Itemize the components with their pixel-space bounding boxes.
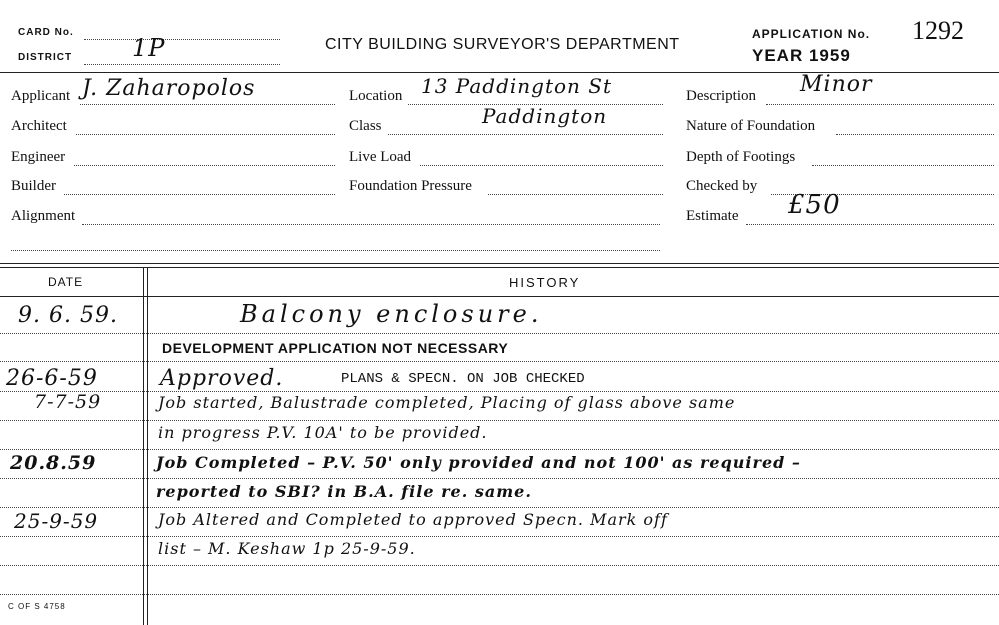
location-value-2: Paddington — [482, 104, 608, 128]
history-ruling — [0, 565, 999, 566]
history-ruling — [0, 449, 999, 450]
checked-by-label: Checked by — [686, 178, 758, 194]
year-label: YEAR 1959 — [752, 46, 851, 65]
history-entry: in progress P.V. 10A' to be provided. — [158, 423, 488, 442]
extra-line — [11, 250, 660, 251]
history-date: 7-7-59 — [34, 391, 102, 413]
history-header: HISTORY — [509, 275, 581, 290]
depth-of-footings-line — [812, 165, 994, 166]
history-ruling — [0, 594, 999, 595]
history-entry: Job started, Balustrade completed, Placing of glass above same — [158, 393, 736, 412]
history-entry: Job Completed – P.V. 50' only provided and not 100' as required – — [156, 453, 801, 472]
live-load-label: Live Load — [349, 149, 412, 165]
history-date: 25-9-59 — [14, 509, 99, 533]
history-divider — [143, 267, 144, 625]
district-value: 1P — [132, 34, 166, 62]
history-ruling — [0, 333, 999, 334]
class-label: Class — [349, 118, 382, 134]
alignment-line — [82, 224, 660, 225]
history-date: 9. 6. 59. — [18, 303, 118, 328]
history-entry: Balcony enclosure. — [240, 300, 543, 328]
applicant-label: Applicant — [11, 88, 71, 104]
card-no-line — [84, 39, 280, 40]
department-title: CITY BUILDING SURVEYOR'S DEPARTMENT — [325, 36, 680, 53]
description-label: Description — [686, 88, 756, 104]
builder-label: Builder — [11, 178, 56, 194]
foundation-pressure-line — [488, 194, 663, 195]
history-divider-2 — [147, 267, 148, 625]
nature-of-foundation-line — [836, 134, 994, 135]
class-line — [388, 134, 663, 135]
location-label: Location — [349, 88, 403, 104]
location-value: 13 Paddington St — [421, 74, 613, 98]
history-ruling — [0, 420, 999, 421]
applicant-line — [80, 104, 335, 105]
architect-line — [76, 134, 335, 135]
estimate-value: £50 — [788, 190, 841, 220]
history-ruling — [0, 536, 999, 537]
card-no-label: CARD No. — [18, 27, 74, 38]
builder-line — [64, 194, 335, 195]
history-entry: reported to SBI? in B.A. file re. same. — [156, 482, 532, 501]
foundation-pressure-label: Foundation Pressure — [349, 178, 472, 194]
history-header-rule — [0, 296, 999, 297]
history-entry: Approved. — [160, 366, 284, 391]
history-top-rule — [0, 263, 999, 264]
estimate-label: Estimate — [686, 208, 739, 224]
description-line — [766, 104, 994, 105]
architect-label: Architect — [11, 118, 67, 134]
district-line — [84, 64, 280, 65]
application-no-value: 1292 — [912, 16, 964, 45]
history-ruling — [0, 391, 999, 392]
district-label: DISTRICT — [18, 52, 73, 63]
depth-of-footings-label: Depth of Footings — [686, 149, 796, 165]
history-entry: list – M. Keshaw 1p 25-9-59. — [158, 539, 416, 558]
development-stamp: DEVELOPMENT APPLICATION NOT NECESSARY — [162, 340, 509, 356]
date-header: DATE — [48, 275, 84, 289]
history-ruling — [0, 361, 999, 362]
history-entry: Job Altered and Completed to approved Specn. Mark off — [158, 510, 668, 529]
engineer-line — [74, 165, 335, 166]
engineer-label: Engineer — [11, 149, 66, 165]
plans-checked-stamp: PLANS & SPECN. ON JOB CHECKED — [341, 371, 585, 387]
history-date: 26-6-59 — [6, 366, 98, 391]
application-no-label: APPLICATION No. — [752, 27, 871, 41]
nature-of-foundation-label: Nature of Foundation — [686, 118, 816, 134]
applicant-value: J. Zaharopolos — [82, 76, 256, 101]
alignment-label: Alignment — [11, 208, 76, 224]
history-ruling — [0, 478, 999, 479]
description-value: Minor — [800, 72, 873, 97]
history-date: 20.8.59 — [10, 452, 97, 474]
estimate-line — [746, 224, 994, 225]
history-top-rule-2 — [0, 267, 999, 268]
live-load-line — [420, 165, 663, 166]
form-code: C OF S 4758 — [8, 602, 66, 611]
history-ruling — [0, 507, 999, 508]
